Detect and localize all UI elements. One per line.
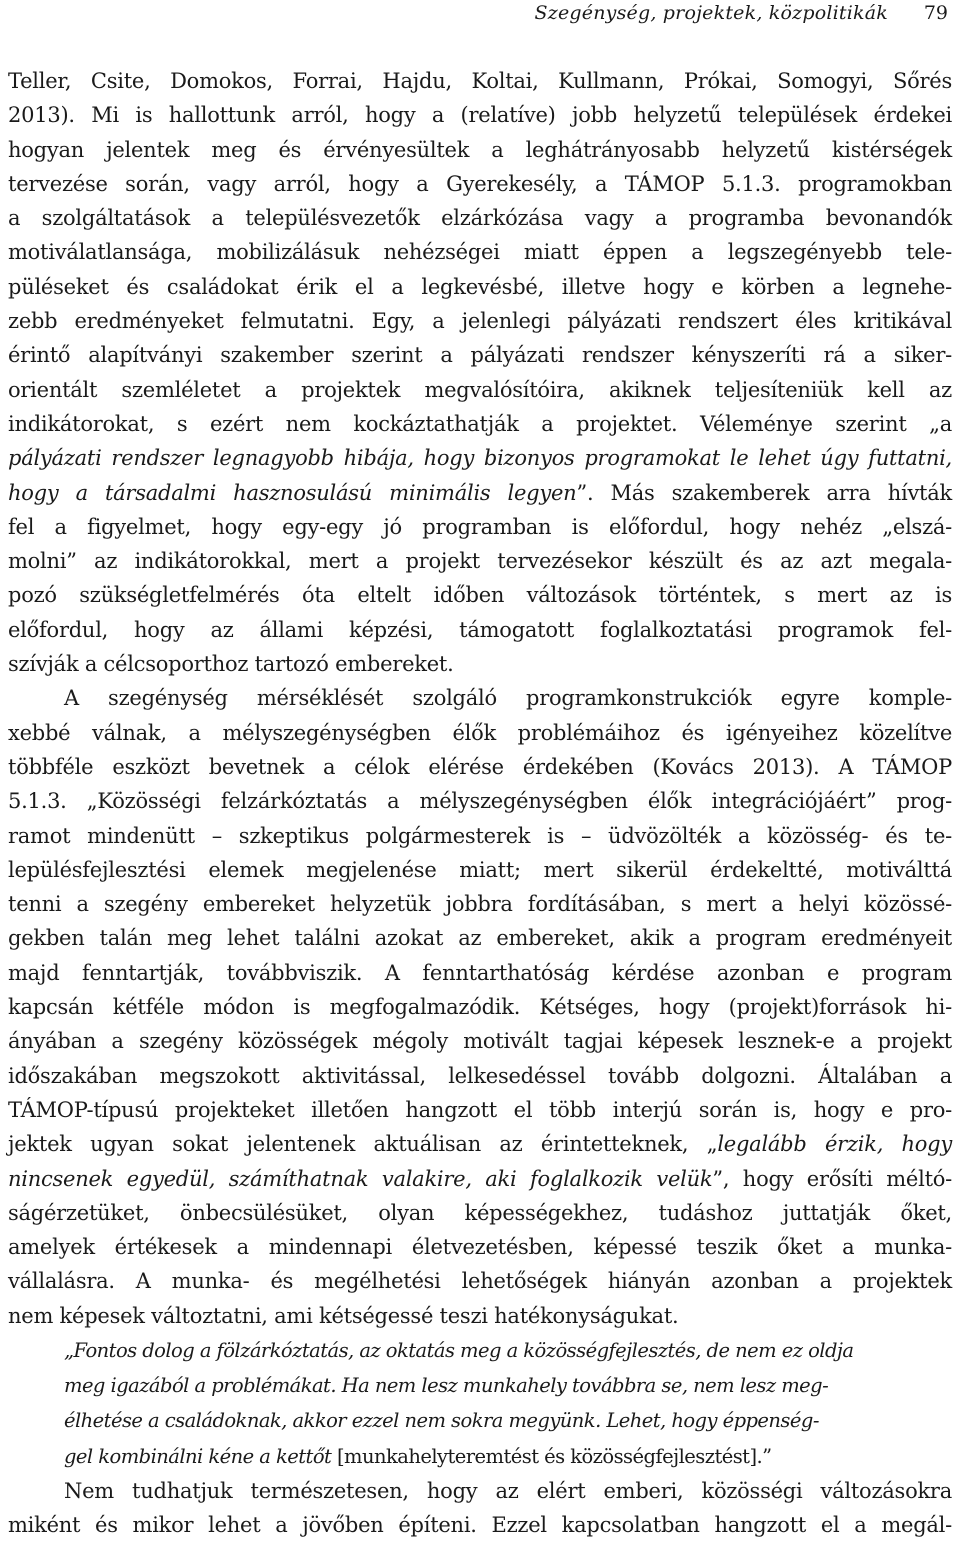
text-line: 2013). Mi is hallottunk arról, hogy a (relatíve) jobb helyzetű települések érdekei xyxy=(8,103,952,128)
text-line: miként és mikor lehet a jövőben építeni. Ezzel kapcsolatban hangzott el a megál- xyxy=(8,1513,952,1538)
text-line: TÁMOP-típusú projekteket illetően hangzott el több interjú során is, hogy e pro- xyxy=(8,1097,952,1122)
text-line: Nem tudhatjuk természetesen, hogy az elért emberi, közösségi változásokra xyxy=(64,1478,952,1503)
italic-quote: nincsenek egyedül, számíthatnak valakire, aki foglalkozik velük xyxy=(8,1166,713,1191)
text-line: A szegénység mérséklését szolgáló programkonstrukciók egyre komple- xyxy=(64,686,952,711)
paragraph xyxy=(8,1474,952,1543)
text-line: tervezése során, vagy arról, hogy a Gyerekesély, a TÁMOP 5.1.3. programokban xyxy=(8,171,952,196)
text-line: majd fenntartják, továbbviszik. A fenntarthatóság kérdése azonban e program xyxy=(8,960,952,985)
text-line: vállalásra. A munka- és megélhetési lehetőségek hiányán azonban a projektek xyxy=(8,1269,952,1294)
body-text xyxy=(8,64,952,1542)
text-line: ságérzetüket, önbecsülésüket, olyan képességekhez, tudáshoz juttatják őket, xyxy=(8,1200,952,1225)
text-line xyxy=(8,1162,952,1196)
text-line: molni” az indikátorokkal, mert a projekt tervezésekor készült és az azt megala- xyxy=(8,549,952,574)
text-line: orientált szemléletet a projektek megvalósítóira, akiknek teljesíteniük kell az xyxy=(8,377,952,402)
text-line: érintő alapítványi szakember szerint a pályázati rendszer kényszeríti rá a siker- xyxy=(8,343,952,368)
quote-line: élhetése a családoknak, akkor ezzel nem sokra megyünk. Lehet, hogy éppenség- xyxy=(64,1409,819,1433)
quote-line: „Fontos dolog a fölzárkóztatás, az oktatás meg a közösségfejlesztés, de nem ez oldja xyxy=(64,1338,854,1362)
text-line: tenni a szegény embereket helyzetük jobbra fordításában, s mert a helyi közössé- xyxy=(8,892,952,917)
quote-line: meg igazából a problémákat. Ha nem lesz munkahely továbbra se, nem lesz meg- xyxy=(64,1374,829,1398)
text-line: indikátorokat, s ezért nem kockáztathatják a projektet. Véleménye szerint „a xyxy=(8,411,952,436)
quote-line xyxy=(8,1439,952,1474)
text-line: lepülésfejlesztési elemek megjelenése miatt; mert sikerül érdekeltté, motiválttá xyxy=(8,857,952,882)
text-line: nem képesek változtatni, ami kétségessé teszi hatékonyságukat. xyxy=(8,1303,679,1328)
text-line: hogyan jelentek meg és érvényesültek a leghátrányosabb helyzetű kistérségek xyxy=(8,137,952,162)
text-line: a szolgáltatások a településvezetők elzárkózása vagy a programba bevonandók xyxy=(8,206,952,231)
text-span: ”, hogy erősíti méltó- xyxy=(712,1166,952,1191)
text-span: ”. Más szakemberek arra hívták xyxy=(576,480,952,505)
text-line: püléseket és családokat érik el a legkevésbé, illetve hogy e körben a legnehe- xyxy=(8,274,952,299)
italic-quote: pályázati rendszer legnagyobb hibája, hogy bizonyos programokat le lehet úgy futtatni, xyxy=(8,446,952,471)
italic-quote: gel kombinálni kéne a kettőt xyxy=(64,1444,332,1468)
text-line: 5.1.3. „Közösségi felzárkóztatás a mélyszegénységben élők integrációjáért” prog- xyxy=(8,789,952,814)
text-line: többféle eszközt bevetnek a célok elérése érdekében (Kovács 2013). A TÁMOP xyxy=(8,754,952,779)
text-line: ramot mindenütt – szkeptikus polgármesterek is – üdvözölték a közösség- és te- xyxy=(8,823,952,848)
running-title: Szegénység, projektek, közpolitikák xyxy=(534,2,888,24)
text-line: pozó szükségletfelmérés óta eltelt időben változások történtek, s mert az is xyxy=(8,583,952,608)
text-span: [munkahelyteremtést és közösségfejlesztést].” xyxy=(331,1444,772,1468)
text-line xyxy=(8,1127,952,1161)
text-line: gekben talán meg lehet találni azokat az embereket, akik a program eredményeit xyxy=(8,926,952,951)
text-line xyxy=(8,441,952,475)
text-line: fel a figyelmet, hogy egy-egy jó programban is előfordul, hogy nehéz „elszá- xyxy=(8,514,952,539)
text-line: amelyek értékesek a mindennapi életvezetésben, képessé teszik őket a munka- xyxy=(8,1235,952,1260)
text-line: Teller, Csite, Domokos, Forrai, Hajdu, Koltai, Kullmann, Prókai, Somogyi, Sőrés xyxy=(8,69,952,93)
text-line: kapcsán kétféle módon is megfogalmazódik. Kétséges, hogy (projekt)források hi- xyxy=(8,995,952,1020)
italic-quote: hogy a társadalmi hasznosulású minimális legyen xyxy=(8,480,577,505)
text-line: előfordul, hogy az állami képzési, támogatott foglalkoztatási programok fel- xyxy=(8,617,952,642)
text-span: jektek ugyan sokat jelentenek aktuálisan az érintetteknek, „ xyxy=(8,1132,718,1157)
italic-quote: legalább érzik, hogy xyxy=(717,1132,952,1157)
page-number: 79 xyxy=(923,2,948,24)
text-line xyxy=(8,476,952,510)
page-header xyxy=(0,0,960,36)
text-line: ányában a szegény közösségek mégoly motivált tagjai képesek lesznek-e a projekt xyxy=(8,1029,952,1054)
text-line: időszakában megszokott aktivitással, lelkesedéssel tovább dolgozni. Általában a xyxy=(8,1063,952,1088)
text-line: szívják a célcsoporthoz tartozó embereket. xyxy=(8,652,454,677)
text-line: motiválatlansága, mobilizálásuk nehézségei miatt éppen a legszegényebb tele- xyxy=(8,240,952,265)
text-line: zebb eredményeket felmutatni. Egy, a jelenlegi pályázati rendszert éles kritikával xyxy=(8,309,952,334)
text-line: xebbé válnak, a mélyszegénységben élők problémáihoz és igényeihez közelítve xyxy=(8,720,952,745)
paragraph xyxy=(8,64,952,681)
paragraph xyxy=(8,681,952,1333)
block-quote xyxy=(8,1333,952,1474)
